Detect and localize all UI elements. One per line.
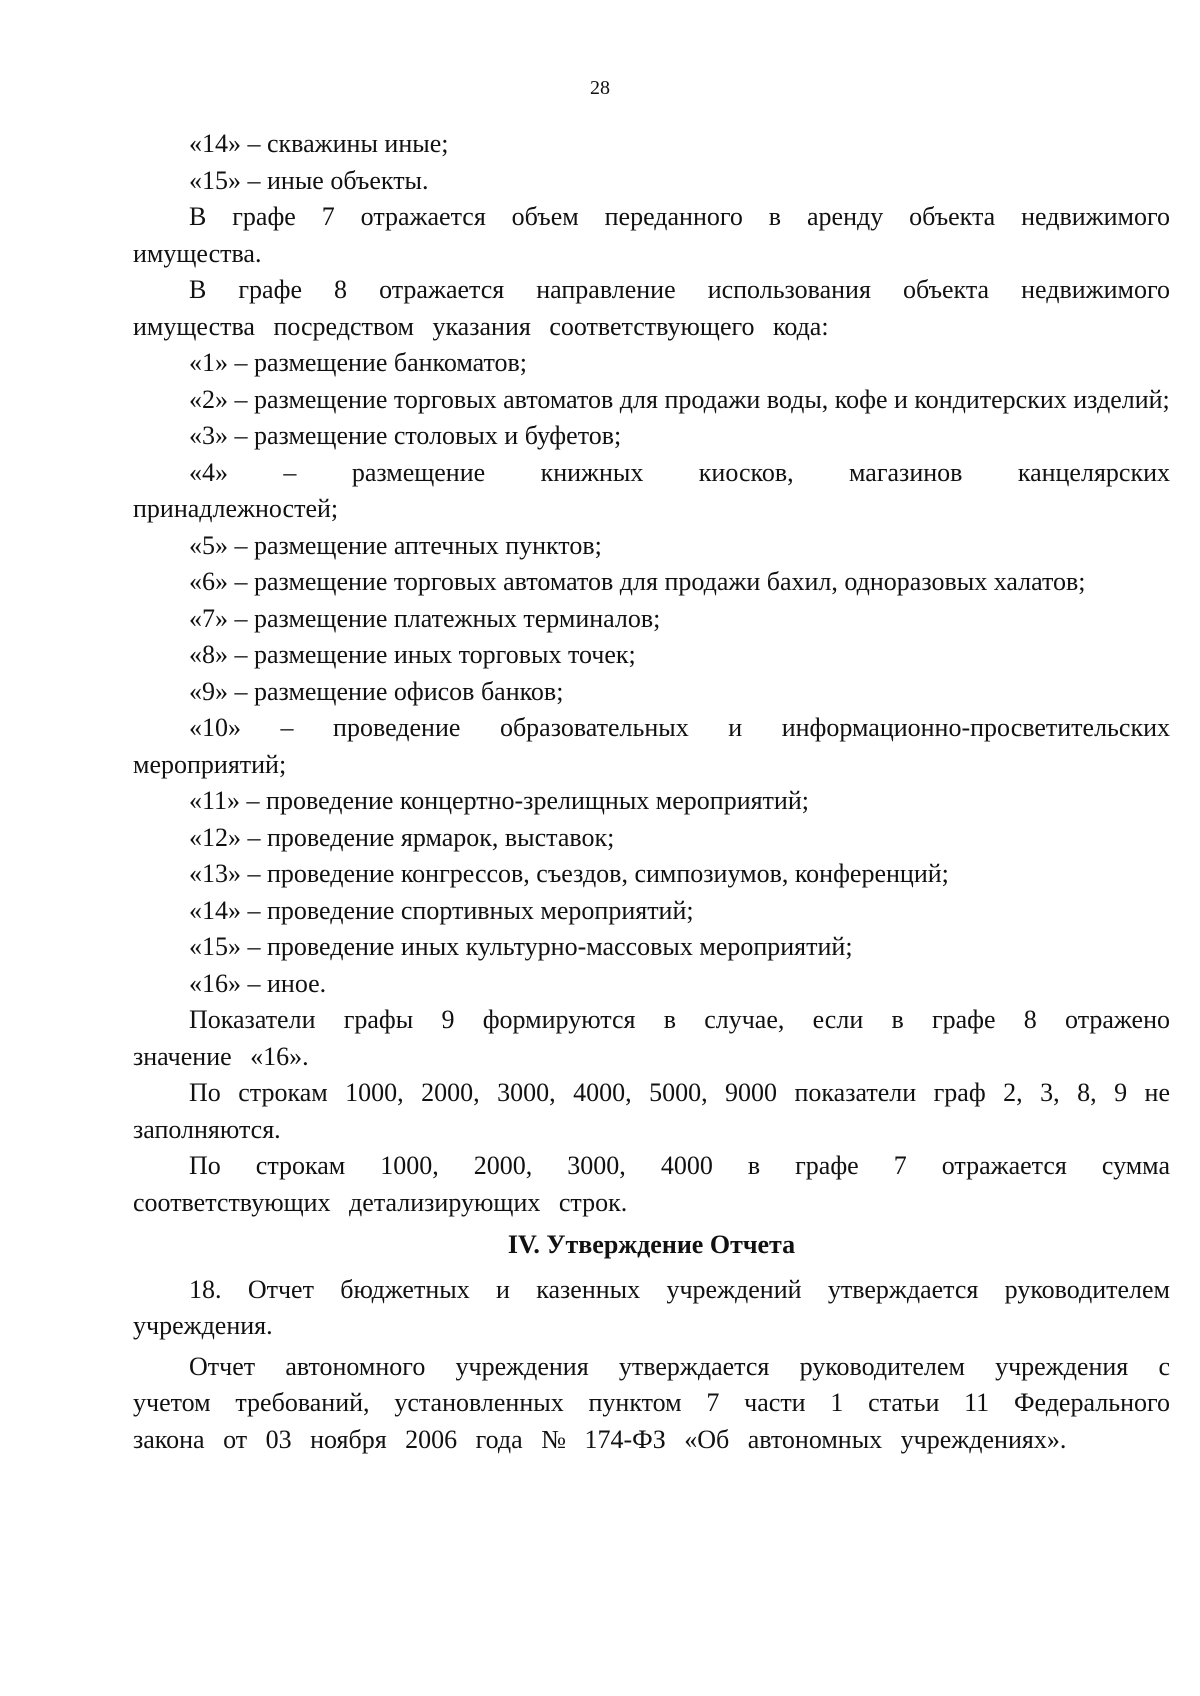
list-item-code-14: «14» – проведение спортивных мероприятий; bbox=[189, 895, 694, 925]
list-item-code-10: «10» – проведение образовательных и информационно-просветительских мероприятий; bbox=[133, 713, 1170, 779]
paragraph-code-14-wells: «14» – скважины иные; bbox=[189, 129, 449, 158]
list-item-code-1: «1» – размещение банкоматов; bbox=[189, 348, 528, 377]
list-item-code-8: «8» – размещение иных торговых точек; bbox=[189, 640, 636, 669]
page-number: 28 bbox=[590, 77, 610, 99]
paragraph-autonomous-approval: Отчет автономного учреждения утверждается руководителем учреждения с учетом требований, установленных пунктом 7 части 1 статьи 11 Федерального закона от 03 ноября 2006 года № 174-ФЗ «Об автономных учреждениях». bbox=[133, 1351, 1170, 1454]
document-body bbox=[133, 126, 1170, 1458]
paragraph-rows-not-filled: По строкам 1000, 2000, 3000, 4000, 5000, 9000 показатели граф 2, 3, 8, 9 не заполняются. bbox=[133, 1078, 1170, 1144]
list-item-code-7: «7» – размещение платежных терминалов; bbox=[189, 603, 661, 633]
list-item-code-15: «15» – проведение иных культурно-массовых мероприятий; bbox=[189, 932, 853, 961]
list-item-code-3: «3» – размещение столовых и буфетов; bbox=[189, 421, 622, 450]
list-item-code-16: «16» – иное. bbox=[189, 968, 327, 998]
list-item-code-12: «12» – проведение ярмарок, выставок; bbox=[189, 822, 615, 852]
list-item-code-5: «5» – размещение аптечных пунктов; bbox=[189, 530, 602, 560]
section-heading: IV. Утверждение Отчета bbox=[507, 1230, 796, 1259]
paragraph-rows-sum: По строкам 1000, 2000, 3000, 4000 в графе 7 отражается сумма соответствующих детализирующих строк. bbox=[133, 1151, 1170, 1217]
paragraph-18-approval: 18. Отчет бюджетных и казенных учреждений утверждается руководителем учреждения. bbox=[133, 1274, 1170, 1340]
paragraph-column-7: В графе 7 отражается объем переданного в аренду объекта недвижимого имущества. bbox=[133, 202, 1170, 268]
list-item-code-6: «6» – размещение торговых автоматов для продажи бахил, одноразовых халатов; bbox=[189, 567, 1086, 596]
paragraph-column-8: В графе 8 отражается направление использования объекта недвижимого имущества посредством указания соответствующего кода: bbox=[133, 275, 1170, 341]
list-item-code-13: «13» – проведение конгрессов, съездов, симпозиумов, конференций; bbox=[189, 859, 949, 888]
paragraph-code-15-objects: «15» – иные объекты. bbox=[189, 165, 429, 195]
list-item-code-11: «11» – проведение концертно-зрелищных мероприятий; bbox=[189, 786, 809, 815]
list-item-code-4: «4» – размещение книжных киосков, магазинов канцелярских принадлежностей; bbox=[133, 457, 1170, 523]
list-item-code-2: «2» – размещение торговых автоматов для продажи воды, кофе и кондитерских изделий; bbox=[189, 384, 1170, 414]
paragraph-column-9: Показатели графы 9 формируются в случае, если в графе 8 отражено значение «16». bbox=[133, 1005, 1170, 1071]
list-item-code-9: «9» – размещение офисов банков; bbox=[189, 676, 564, 706]
